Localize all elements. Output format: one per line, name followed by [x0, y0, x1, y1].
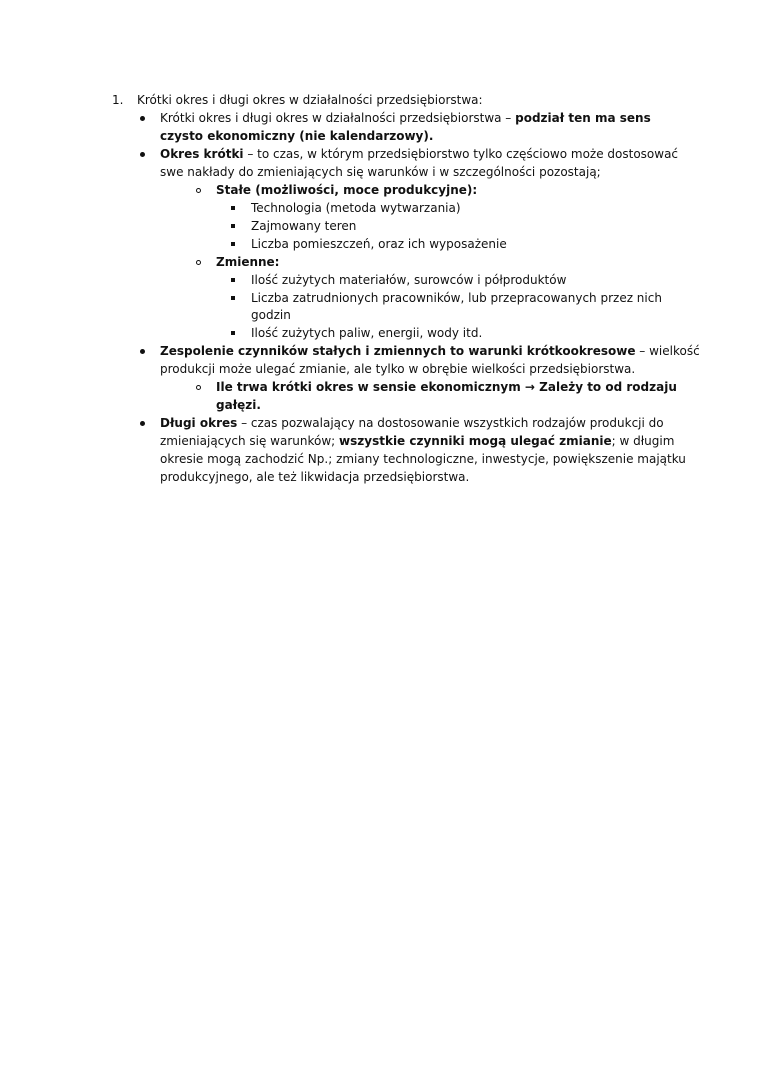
zmienne-item: Ilość zużytych materiałów, surowców i półproduktów: [251, 273, 567, 287]
bullet-1-line-1: [160, 109, 651, 127]
bullet-2-bold: Okres krótki: [160, 147, 244, 161]
circle-bullet-icon: [196, 260, 201, 265]
bullet-icon: [140, 421, 145, 426]
bullet-2-text: – to czas, w którym przedsiębiorstwo tylko częściowo może dostosować: [243, 147, 679, 161]
list-number: 1.: [112, 93, 124, 107]
section-title: Krótki okres i długi okres w działalności przedsiębiorstwa:: [137, 93, 483, 107]
stale-item: Zajmowany teren: [251, 219, 357, 233]
circle-bullet-icon: [196, 188, 201, 193]
bullet-3-sub-line-1: Ile trwa krótki okres w sensie ekonomicznym → Zależy to od rodzaju: [216, 380, 677, 394]
bullet-4-line-3: okresie mogą zachodzić Np.; zmiany technologiczne, inwestycje, powiększenie majątku: [160, 452, 686, 466]
bullet-icon: [140, 152, 145, 157]
square-bullet-icon: [231, 224, 235, 228]
square-bullet-icon: [231, 296, 235, 300]
bullet-1-bold: podział ten ma sens: [515, 111, 651, 125]
bullet-2-line-2: swe nakłady do zmieniających się warunków i w szczególności pozostają;: [160, 165, 601, 179]
stale-label: Stałe (możliwości, moce produkcyjne):: [216, 183, 478, 197]
square-bullet-icon: [231, 331, 235, 335]
bullet-1-text: Krótki okres i długi okres w działalności przedsiębiorstwa –: [160, 111, 516, 125]
square-bullet-icon: [231, 278, 235, 282]
square-bullet-icon: [231, 206, 235, 210]
circle-bullet-icon: [196, 385, 201, 390]
stale-item: Technologia (metoda wytwarzania): [251, 201, 461, 215]
bullet-icon: [140, 349, 145, 354]
bullet-4-line-4: produkcyjnego, ale też likwidacja przedsiębiorstwa.: [160, 470, 470, 484]
bullet-3-line-1: Zespolenie czynników stałych i zmiennych to warunki krótkookresowe – wielkość: [160, 344, 700, 358]
square-bullet-icon: [231, 242, 235, 246]
zmienne-item: Liczba zatrudnionych pracowników, lub przepracowanych przez nich: [251, 291, 662, 305]
bullet-4-line-1: Długi okres – czas pozwalający na dostosowanie wszystkich rodzajów produkcji do: [160, 416, 664, 430]
bullet-3-sub-line-2: gałęzi.: [216, 398, 261, 412]
bullet-2-line-1: [160, 145, 678, 163]
bullet-icon: [140, 116, 145, 121]
bullet-1-bold-2: czysto ekonomiczny (nie kalendarzowy).: [160, 129, 434, 143]
bullet-4-line-2: zmieniających się warunków; wszystkie czynniki mogą ulegać zmianie; w długim: [160, 434, 675, 448]
zmienne-item: Ilość zużytych paliw, energii, wody itd.: [251, 326, 483, 340]
zmienne-item-cont: godzin: [251, 308, 291, 322]
zmienne-label: Zmienne:: [216, 255, 280, 269]
stale-item: Liczba pomieszczeń, oraz ich wyposażenie: [251, 237, 507, 251]
bullet-1-line-2: [160, 127, 433, 145]
bullet-3-line-2: produkcji może ulegać zmianie, ale tylko w obrębie wielkości przedsiębiorstwa.: [160, 362, 636, 376]
arrow-right-icon: →: [524, 380, 535, 394]
